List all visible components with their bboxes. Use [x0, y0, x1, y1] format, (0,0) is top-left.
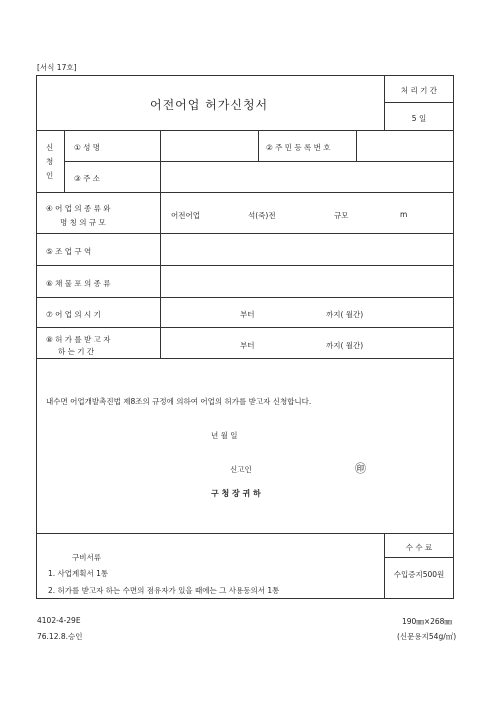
addressee: 구 청 장 귀 하	[211, 489, 261, 498]
name-field[interactable]	[161, 131, 257, 160]
fishing-season-label: ⑦ 어 업 의 시 기	[46, 310, 101, 319]
divider	[36, 297, 454, 298]
divider	[160, 192, 161, 358]
fishery-scale-unit: m	[400, 210, 408, 219]
fee-value: 수입증지500원	[393, 570, 445, 579]
seal-mark: ㊞	[355, 462, 366, 475]
divider	[384, 557, 454, 558]
resident-id-field[interactable]	[357, 131, 453, 160]
resident-id-label: ② 주 민 등 록 번 호	[266, 143, 331, 152]
applicant-label-3: 인	[46, 171, 54, 180]
declarant-label: 신고인	[230, 465, 252, 474]
divider	[258, 130, 259, 161]
divider	[36, 192, 454, 193]
fishery-type-label-line2: 명 칭 의 규 모	[60, 218, 106, 227]
paper-size: 190㎜×268㎜	[402, 617, 452, 626]
declaration-statement: 내수면 어업개발촉진법 제8조의 규정에 의하여 어업의 허가를 받고자 신청합니다.	[46, 397, 312, 406]
divider	[36, 358, 454, 359]
fishing-season-to: 까지( 월간)	[326, 310, 364, 319]
divider	[36, 533, 454, 534]
name-label: ① 성 명	[74, 143, 100, 152]
fishery-kind-value: 어전어업	[171, 211, 200, 220]
applicant-label-2: 청	[46, 157, 54, 166]
fishery-scale-label: 규모	[334, 211, 349, 220]
applicant-label-1: 신	[46, 143, 54, 152]
fee-label: 수 수 료	[405, 543, 433, 552]
attachment-item-1: 1. 사업계획서 1통	[48, 569, 109, 578]
processing-period-label: 처 리 기 간	[400, 86, 438, 95]
fishery-type-label-line1: ④ 어 업 의 종 류 와	[46, 204, 111, 213]
permit-period-to: 까지( 월간)	[326, 341, 364, 350]
fishery-count-unit: 석(죽)전	[248, 211, 276, 220]
permit-period-from: 부터	[240, 341, 255, 350]
permit-period-label-line2: 하 는 기 간	[58, 347, 95, 356]
form-number: [서식 17호]	[37, 63, 77, 72]
form-title: 어전어업 허가신청서	[150, 98, 269, 112]
catch-type-field[interactable]	[161, 266, 453, 296]
approval-date: 76.12.8.승인	[37, 632, 83, 641]
paper-type: (신문용지54g/㎡)	[397, 632, 457, 641]
address-label: ③ 주 소	[74, 174, 100, 183]
address-field[interactable]	[161, 162, 453, 191]
fishing-area-field[interactable]	[161, 234, 453, 264]
declaration-date: 년 월 일	[211, 431, 238, 440]
attachment-item-2: 2. 허가를 받고자 하는 수면의 점유자가 있을 때에는 그 사용동의서 1통	[48, 586, 280, 595]
attachments-heading: 구비서류	[72, 553, 101, 562]
processing-period-value: 5 일	[411, 114, 427, 123]
divider	[36, 327, 454, 328]
form-code: 4102-4-29E	[37, 616, 81, 625]
catch-type-label: ⑥ 채 물 포 의 종 류	[46, 279, 111, 288]
permit-period-label-line1: ⑧ 허 가 를 받 고 자	[46, 335, 111, 344]
fishing-area-label: ⑤ 조 업 구 역	[46, 247, 92, 256]
divider	[384, 102, 454, 103]
fishing-season-from: 부터	[240, 310, 255, 319]
